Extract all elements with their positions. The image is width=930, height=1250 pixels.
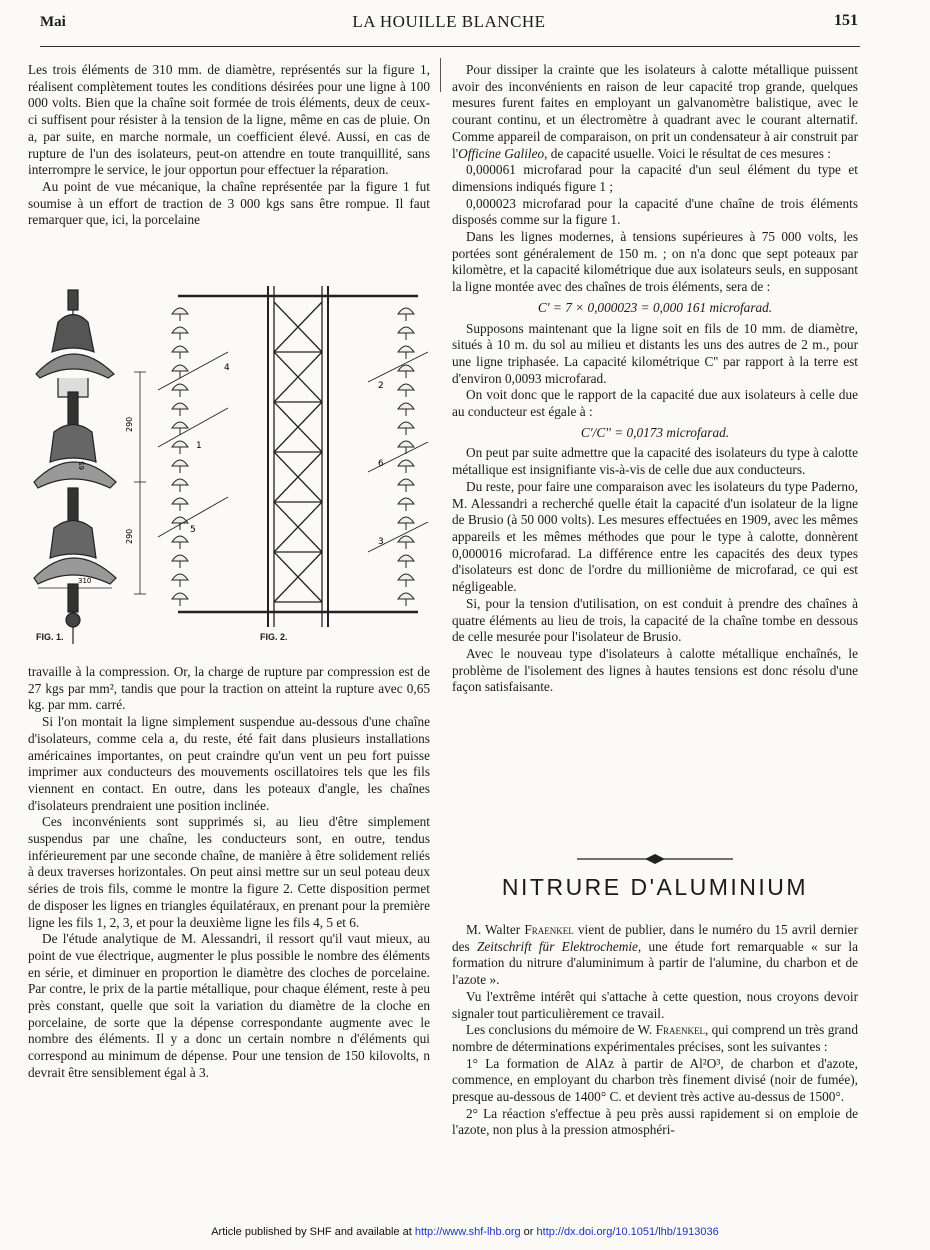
running-header [40,10,858,42]
footer-link-doi[interactable]: http://dx.doi.org/10.1051/lhb/1913036 [536,1226,719,1238]
author-name: Fraenkel [655,1022,705,1038]
insulator-bell [172,365,188,371]
wire-label-4: 4 [224,363,230,373]
insulator-bell [398,574,414,580]
footer-text: Article published by SHF and available at [211,1226,415,1238]
italic-run: Officine Galileo [458,145,545,161]
fig1-caption: FIG. 1. [36,632,64,642]
paragraph [452,62,858,162]
insulator-bell [172,593,188,599]
wire-label-3: 3 [378,537,384,547]
paragraph: On voit donc que le rapport de la capacité due aux isolateurs à celle due au conducteur est égale à : [452,387,858,420]
insulator-figure [28,282,430,650]
fig2-left-insulator-string [172,308,188,606]
insulator-bell [398,403,414,409]
fig2-right-insulator-string [398,308,414,606]
insulator-bell [172,460,188,466]
paragraph [452,922,858,989]
paragraph: Supposons maintenant que la ligne soit en fils de 10 mm. de diamètre, situés à 10 m. du sol au milieu et distants les uns des autres de 2 m., pour une ligne triphasée. La capacité kilométrique C'' par rapport à la terre est d'environ 0,0093 microfarad. [452,320,858,386]
insulator-bell [172,384,188,390]
paragraph [452,1022,858,1055]
paragraph: Si, pour la tension d'utilisation, on est conduit à prendre des chaînes à quatre éléments au lieu de trois, la capacité de la chaîne tombe en dessous de celle mesurée pour l'isolateur de Brusio. [452,595,858,645]
paragraph: Vu l'extrême intérêt qui s'attache à cette question, nous croyons devoir signaler tout particulièrement ce travail. [452,988,858,1021]
paragraph: Ces inconvénients sont supprimés si, au lieu d'être simplement suspendus par une chaîne, les conducteurs sont, en outre, tendus inférieurement par une seconde chaîne, de manière à être solidement reliés à deux traverses horizontales. On peut ainsi mettre sur un seul poteau deux séries de trois fils, comme le montre la figure 2. Cette disposition permet de disposer les lignes en triangles équilatéraux, en prenant pour la première ligne les fils 1, 2, 3, et pour la deuxième ligne les fils 4, 5 et 6. [28,814,430,930]
insulator-bell [398,555,414,561]
figures-1-2 [28,282,430,650]
insulator-bell [172,574,188,580]
paragraph: Du reste, pour faire une comparaison avec les isolateurs du type Paderno, M. Alessandri a recherché quelle était la capacité d'un isolateur de la ligne de Brusio (à 50 000 volts). Les mesures effectuées en 1909, avec les mêmes appareils et les mêmes méthodes que pour le type à calotte, donnèrent 0,000016 microfarad. La différence entre les capacités des deux types d'isolateurs est donc de l'ordre du millionième de microfarad, ce qui est négligeable. [452,478,858,595]
wire-label-5: 5 [190,525,196,535]
section-title: NITRURE D'ALUMINIUM [501,874,809,900]
publication-footer [0,1226,930,1238]
insulator-bell [172,498,188,504]
insulator-bell [172,479,188,485]
text-run: , une étude fort remarquable « sur la formation du nitrure d'aluminimum à partir de l'alumine, du charbon et de l'azote ». [452,938,858,988]
paragraph: Dans les lignes modernes, à tensions supérieures à 75 000 volts, les portées sont généralement de 150 m. ; on n'a donc que sept poteaux par kilomètre, et la capacité kilométrique due aux isolateurs seuls, en supposant la ligne montée avec des chaînes de trois éléments, sera de : [452,229,858,295]
journal-name: Zeitschrift für Elektrochemie [476,938,638,954]
wire-label-1: 1 [196,441,202,451]
author-name: Fraenkel [524,922,574,937]
footer-link-shf[interactable]: http://www.shf-lhb.org [414,1226,521,1238]
footer-text: or [520,1226,537,1238]
insulator-bell [398,441,414,447]
text-run: Les conclusions du mémoire de W. [466,1022,656,1038]
equation-1: C' = 7 × 0,000023 = 0,000 161 microfarad. [537,299,773,315]
text-run: , de capacité usuelle. Voici le résultat de ces mesures : [544,145,831,161]
insulator-bell [172,422,188,428]
journal-title: LA HOUILLE BLANCHE [352,12,546,31]
fig2-lattice-tower [178,286,418,627]
paragraph: 0,000061 microfarad pour la capacité d'un seul élément du type et dimensions indiqués figure 1 ; [452,162,858,194]
paragraph: Les trois éléments de 310 mm. de diamètre, représentés sur la figure 1, réalisent complètement toutes les conditions désirées pour une ligne à 100 000 volts. Bien que la chaîne soit formée de trois éléments, deux de ceux-ci suffisent pour résister à la tension de la ligne, même en cas de pluie. On a, par suite, en marche normale, un coefficient élevé. Aussi, en cas de rupture de l'un des isolateurs, peut-on attendre en toute tranquillité, sans interrompre le service, le jour opportun pour effectuer la réparation. [28,62,430,178]
section-ornament [577,852,733,866]
paragraph: 2° La réaction s'effectue à peu près aussi rapidement si on emploie de l'azote, non plus à la pression atmosphéri- [452,1105,858,1138]
insulator-bell [398,327,414,333]
insulator-bell [398,593,414,599]
nitrure-section [452,922,858,1139]
insulator-bell [398,460,414,466]
insulator-bell [398,308,414,314]
fig1-insulator-chain [34,290,146,644]
insulator-bell [172,403,188,409]
fig2-caption: FIG. 2. [260,632,288,642]
paragraph: travaille à la compression. Or, la charge de rupture par compression est de 27 kgs par mm², tandis que pour la traction on atteint la rupture avec 0,65 kg. par mm. carré. [28,664,430,713]
text-run: M. Walter [466,922,525,937]
paragraph: 1° La formation de AlAz à partir de Al²O³, de charbon et d'azote, commence, en employant du charbon très finement divisé (noir de fumée), presque au-dessous de 1400° C. et devient très active au-dessus de 1500°. [452,1055,858,1105]
right-column [452,62,858,696]
insulator-bell [172,536,188,542]
paragraph: 0,000023 microfarad pour la capacité d'une chaîne de trois éléments disposés comme sur la figure 1. [452,195,858,228]
insulator-bell [172,517,188,523]
page-number: 151 [834,12,858,29]
insulator-bell [398,536,414,542]
paragraph: Si l'on montait la ligne simplement suspendue au-dessous d'une chaîne d'isolateurs, comme cela a, du reste, été fait dans plusieurs installations américaines importantes, on peut craindre qu'un vent un peu fort puisse imprimer aux conducteurs des mouvements oscillatoires tels que les fils viennent en contact. En outre, dans les poteaux d'angle, les chaînes d'isolateurs prendraient une position inclinée. [28,714,430,813]
header-rule [40,46,860,47]
left-column-bottom [28,664,430,1082]
column-separator [440,58,441,92]
header-month: Mai [40,14,66,30]
equation-2: C'/C'' = 0,0173 microfarad. [580,424,730,440]
dim-310: 310 [78,577,92,585]
insulator-bell [398,422,414,428]
paragraph: Au point de vue mécanique, la chaîne représentée par la figure 1 fut soumise à un effort de traction de 3 000 kgs sans être rompue. Il faut remarquer que, ici, la porcelaine [28,178,430,228]
insulator-bell [172,441,188,447]
dim-65: 65 [78,461,86,470]
paragraph: Avec le nouveau type d'isolateurs à calotte métallique enchaînés, le problème de l'isolement des lignes à hautes tensions est donc résolu d'une façon satisfaisante. [452,645,858,695]
insulator-bell [398,346,414,352]
dim-290-lower: 290 [125,528,134,544]
dim-290-upper: 290 [125,416,134,432]
insulator-bell [398,384,414,390]
insulator-bell [398,517,414,523]
left-column-top [28,62,430,229]
text-run: vient de publier, dans le numéro du 15 avril dernier des [452,922,858,954]
paragraph: On peut par suite admettre que la capacité des isolateurs du type à calotte métallique est insignifiante vis-à-vis de celle due aux conducteurs. [452,445,858,478]
text-run: , qui comprend un très grand nombre de déterminations expérimentales précises, sont les suivantes : [452,1022,858,1054]
insulator-bell [398,479,414,485]
text-run: Pour dissiper la crainte que les isolateurs à calotte métallique puissent avoir des inconvénients en raison de leur capacité trop grande, quelques mesures furent faites en employant un galvanomètre balistique, avec le courant continu, et un électromètre à quadrant avec le courant alternatif. Comme appareil de comparaison, on prit un condensateur à air construit par l' [452,62,858,161]
insulator-bell [398,498,414,504]
paragraph: De l'étude analytique de M. Alessandri, il ressort qu'il vaut mieux, au point de vue électrique, augmenter le plus possible le nombre des éléments en série, et diminuer en proportion le diamètre des cloches de porcelaine. Par contre, le prix de la partie métallique, pour chaque élément, reste à peu près constant, quelle que soit la variation du diamètre de la cloche en porcelaine, de sorte que la dépense correspondante augmente avec le nombre des éléments. Il y a donc un certain nombre n d'éléments qui correspond au minimum de dépense. Pour une tension de 150 kilovolts, n devrait être sensiblement égal à 3. [28,931,430,1080]
insulator-bell [172,346,188,352]
wire-label-2: 2 [378,381,384,391]
insulator-bell [172,308,188,314]
insulator-bell [172,327,188,333]
wire-label-6: 6 [378,459,384,469]
insulator-bell [172,555,188,561]
